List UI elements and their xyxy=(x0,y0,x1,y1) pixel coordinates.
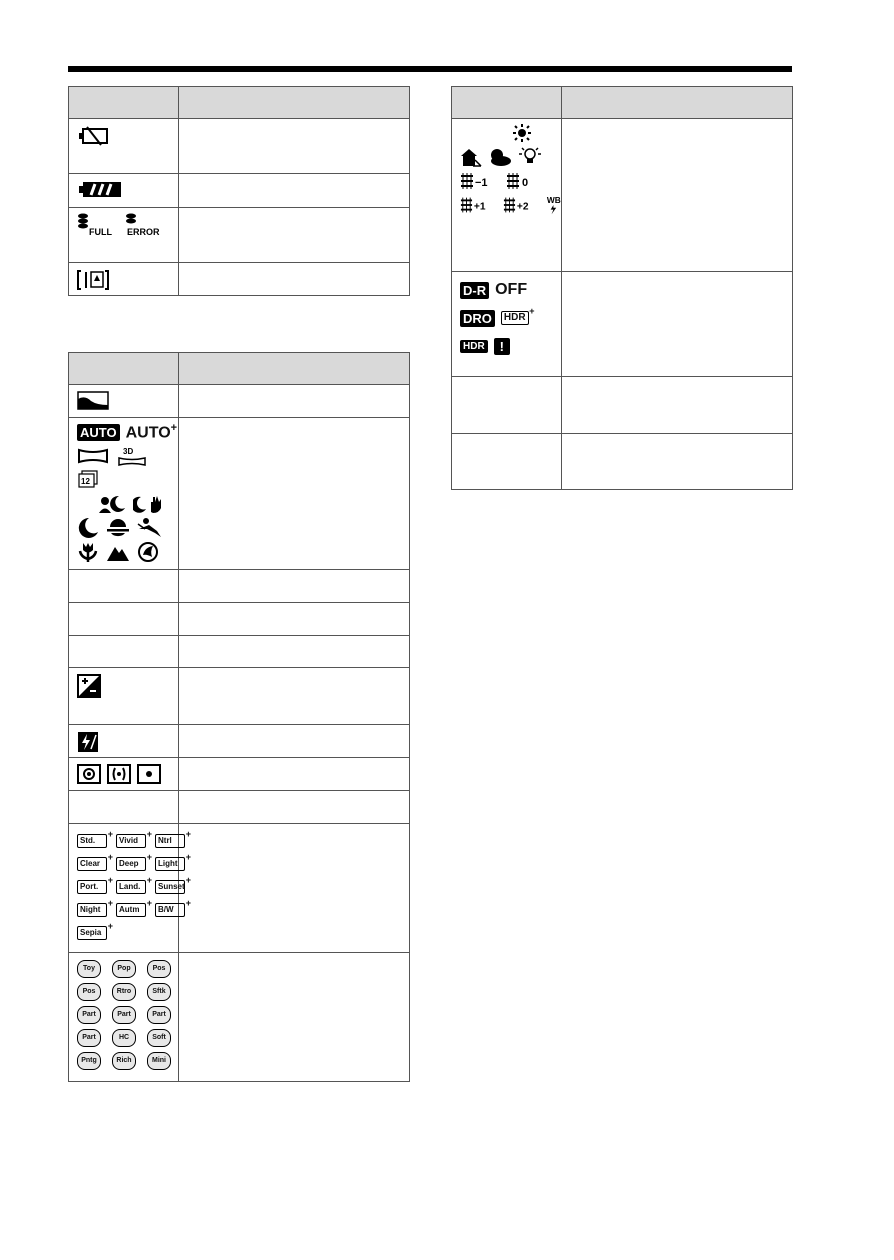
hdr-warning-icon: ! xyxy=(494,338,510,355)
exposure-comp-icon xyxy=(77,674,101,698)
picture-effect-icon: Pntg xyxy=(77,1052,101,1070)
dr-icon: D-R xyxy=(460,282,489,299)
table-header xyxy=(69,353,410,385)
auto-mode-icon: AUTO xyxy=(77,424,120,441)
cloudy-wb-icon xyxy=(488,147,512,167)
continuous-priority-icon xyxy=(77,470,99,490)
sports-action-icon xyxy=(137,517,163,539)
night-scene-icon xyxy=(77,517,99,539)
picture-effect-icon: Rtro xyxy=(112,983,136,1001)
sunset-icon xyxy=(105,517,131,539)
creative-style-icon: Light + xyxy=(155,857,185,871)
table-row xyxy=(69,570,410,603)
picture-effect-icon: Toy xyxy=(77,960,101,978)
table-row xyxy=(69,725,410,758)
picture-effect-icon: Mini xyxy=(147,1052,171,1070)
shooting-guide-icon xyxy=(77,269,109,291)
macro-icon xyxy=(77,541,99,563)
battery-empty-icon xyxy=(77,125,113,147)
picture-effect-icon: HC xyxy=(112,1029,136,1047)
shade-wb-icon xyxy=(460,147,482,167)
night-hand-icon xyxy=(133,494,163,514)
table-row xyxy=(69,603,410,636)
display-table-settings xyxy=(451,86,793,490)
burst-12-label: 12 xyxy=(81,477,90,486)
table-row xyxy=(69,758,410,791)
creative-style-icon: Clear + xyxy=(77,857,107,871)
table-row xyxy=(69,208,410,263)
table-row xyxy=(452,434,793,490)
creative-style-icon: Port. + xyxy=(77,880,107,894)
picture-effect-icon: Sftk xyxy=(147,983,171,1001)
table-row xyxy=(69,791,410,824)
creative-style-icon: Vivid + xyxy=(116,834,146,848)
3d-label: 3D xyxy=(123,447,134,456)
metering-center-icon xyxy=(107,764,131,784)
metering-multi-icon xyxy=(77,764,101,784)
creative-style-grid xyxy=(77,834,185,940)
picture-effect-icon: Part xyxy=(147,1006,171,1024)
table-row xyxy=(69,636,410,668)
table-row xyxy=(69,668,410,725)
picture-effect-icon: Part xyxy=(77,1029,101,1047)
display-table-battery xyxy=(68,86,410,296)
wb-label: WB xyxy=(547,195,561,206)
picture-effect-icon: Soft xyxy=(147,1029,171,1047)
creative-style-icon: Ntrl + xyxy=(155,834,185,848)
dro-icon: DRO xyxy=(460,310,495,327)
creative-style-icon: Night + xyxy=(77,903,107,917)
table-row xyxy=(69,385,410,418)
fluorescent-minus1-icon xyxy=(460,171,500,191)
metering-spot-icon xyxy=(137,764,161,784)
display-table-shooting xyxy=(68,352,410,1082)
picture-effect-icon: Pos xyxy=(77,983,101,1001)
table-header xyxy=(452,87,793,119)
flash-wb-icon xyxy=(546,194,561,216)
full-label: FULL xyxy=(89,227,112,236)
picture-effect-icon: Rich xyxy=(112,1052,136,1070)
table-header xyxy=(69,87,410,119)
picture-effect-grid xyxy=(77,960,178,1070)
top-rule xyxy=(68,66,792,72)
creative-style-icon: B/W + xyxy=(155,903,185,917)
picture-effect-icon: Part xyxy=(77,1006,101,1024)
wb-plus2-label: +2 xyxy=(516,201,529,213)
sweep-panorama-icon xyxy=(77,447,109,465)
picture-effect-icon: Pop xyxy=(112,960,136,978)
incandescent-wb-icon xyxy=(518,147,542,167)
table-row xyxy=(69,418,410,570)
pet-icon xyxy=(137,541,159,563)
3d-panorama-icon xyxy=(115,446,149,466)
battery-full-icon xyxy=(77,180,123,200)
table-row xyxy=(69,263,410,296)
night-portrait-icon xyxy=(99,494,127,514)
creative-style-icon: Sunset + xyxy=(155,880,185,894)
flash-comp-icon xyxy=(77,731,99,753)
table-row xyxy=(452,119,793,272)
creative-style-icon: Std. + xyxy=(77,834,107,848)
histogram-icon xyxy=(77,391,109,411)
table-row xyxy=(69,174,410,208)
fluorescent-plus1-icon xyxy=(460,195,497,215)
wb-0-label: 0 xyxy=(522,177,529,189)
hdr-auto-icon: HDR xyxy=(460,340,488,353)
hdr-icon: HDR + xyxy=(501,311,529,325)
creative-style-icon: Deep + xyxy=(116,857,146,871)
table-row xyxy=(69,953,410,1082)
superior-auto-icon: AUTO+ xyxy=(125,421,178,442)
table-row xyxy=(452,377,793,434)
creative-style-icon: Autm + xyxy=(116,903,146,917)
daylight-wb-icon xyxy=(512,123,532,143)
fluorescent-0-icon xyxy=(506,171,536,191)
dr-off-label: OFF xyxy=(495,281,528,298)
wb-minus1-label: −1 xyxy=(475,177,488,189)
creative-style-icon: Land. + xyxy=(116,880,146,894)
table-row xyxy=(69,119,410,174)
creative-style-icon: Sepia + xyxy=(77,926,107,940)
error-label: ERROR xyxy=(127,227,160,236)
table-row xyxy=(69,824,410,953)
table-row xyxy=(452,272,793,377)
fluorescent-plus2-icon xyxy=(503,195,540,215)
picture-effect-icon: Part xyxy=(112,1006,136,1024)
memory-error-icon xyxy=(123,212,167,236)
picture-effect-icon: Pos xyxy=(147,960,171,978)
landscape-icon xyxy=(105,541,131,563)
wb-plus1-label: +1 xyxy=(473,201,486,213)
memory-full-icon xyxy=(77,212,117,236)
